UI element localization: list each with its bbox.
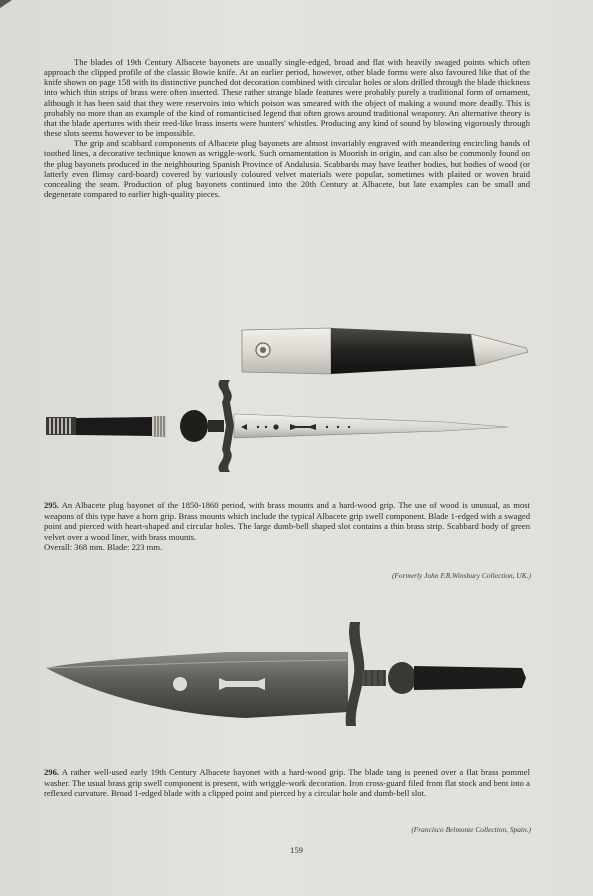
figure-296-bayonet-photo bbox=[46, 620, 532, 728]
figure-295-scabbard-photo bbox=[236, 322, 532, 378]
figure-295-caption bbox=[44, 500, 530, 553]
figure-295-caption-text: An Albacete plug bayonet of the 1850-1860 period, with brass mounts and a hard-wood grip. The use of wood is unusual, as most weapons of this type have a horn grip. Brass mounts which include the typical Albacete grip swell component. Blade 1-edged with a swaged point and pierced with heart-shaped and circular holes. The large dumb-bell shaped slot contains a thin brass strip. Scabbard body of green velvet over a wood liner, with brass mounts. bbox=[44, 500, 530, 542]
figure-296-credit: (Francisco Belmonte Collection, Spain.) bbox=[411, 825, 531, 834]
figure-296-caption-text: A rather well-used early 19th Century Albacete bayonet with a hard-wood grip. The blade tang is peened over a flat brass pommel washer. The usual brass grip swell component is present, with wriggle-work decoration. Iron cross-guard filed from flat stock and bent into a reflexed curvature. Broad 1-edged blade with a clipped point and pierced by a circular hole and dumb-bell slot. bbox=[44, 767, 530, 799]
figure-295-dimensions: Overall: 368 mm. Blade: 223 mm. bbox=[44, 542, 163, 553]
figure-295-bayonet-photo bbox=[44, 378, 514, 474]
figure-295-number: 295. bbox=[44, 500, 60, 510]
page-number: 159 bbox=[290, 845, 303, 855]
figure-295-credit: (Formerly John F.R.Winsbury Collection, UK.) bbox=[391, 571, 531, 580]
body-paragraph-1: The blades of 19th Century Albacete bayonets are usually single-edged, broad and flat with heavily swaged points which often approach the clipped profile of the classic Bowie knife. At an earlier period, however, other blade forms were also favoured like that of the knife shown on page 158 with its distinctive punched dot decoration combined with circular holes or slots drilled through the blade thickness into which thin strips of brass were often inserted. These rather strange blade features were probably purely a traditional form of ornament, although it has been said that they were reservoirs into which poison was smeared with the object of making a wound more deadly. This is probably no more than an example of the kind of romanticised legend that often grows around traditional weaponry. An alternative theory is that the blade apertures with their reed-like brass inserts were hunters' whistles. Producing any kind of sound by blowing vigorously through these slots seems however to be impossible. bbox=[44, 57, 530, 139]
figure-296-number: 296. bbox=[44, 767, 60, 777]
body-paragraph-2: The grip and scabbard components of Albacete plug bayonets are almost invariably engraved with meandering encircling bands of toothed lines, a decorative technique known as wriggle-work. Such ornamentation is Moorish in origin, and can also be commonly found on the plug bayonets produced in the neighbouring Spanish Province of Andalusia. Scabbards may have leather bodies, but bodies of wood (or latterly even flimsy card-board) covered by variously coloured velvet materials were popular, sometimes with plaited or woven braid concealing the seam. Production of plug bayonets continued into the 20th Century at Albacete, but late examples can be small and degenerate compared to earlier high-quality pieces. bbox=[44, 138, 530, 200]
page-corner-mark bbox=[0, 0, 14, 10]
figure-296-caption bbox=[44, 767, 530, 799]
body-text bbox=[44, 57, 530, 199]
